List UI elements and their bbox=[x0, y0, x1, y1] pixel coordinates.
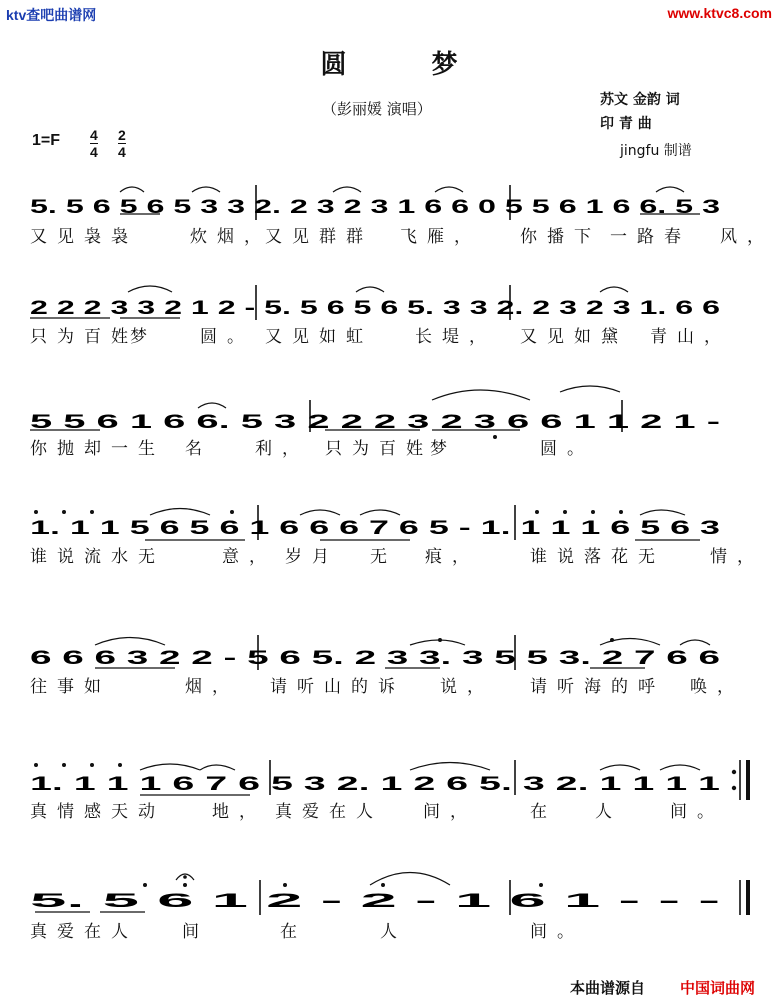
lyric-2-2: 梦 bbox=[130, 327, 157, 347]
lyric-7-2: 间 bbox=[182, 922, 209, 942]
composer: 印 青 曲 bbox=[600, 116, 652, 132]
lyric-4-7: 情， bbox=[710, 547, 764, 567]
performer: （彭丽媛 演唱） bbox=[322, 100, 432, 118]
notes-system-1: 5. 5 6 5 6 5 3 3 2. 2 3 2 3 1 6 6 0 5 5 6 1 6 6. 5 3 bbox=[30, 197, 720, 218]
lyric-3-4: 只为百姓 bbox=[325, 439, 433, 459]
footer-source: 本曲谱源自 bbox=[570, 979, 646, 997]
lyric-7-1: 真爱在人 bbox=[30, 922, 138, 942]
lyric-4-5: 痕， bbox=[425, 547, 479, 567]
footer-site[interactable]: 中国词曲网 bbox=[680, 979, 756, 997]
lyric-4-3: 岁月 bbox=[285, 547, 339, 567]
arranger: jingfu 制谱 bbox=[620, 143, 692, 159]
notes-system-4: 1. 1 1 5 6 5 6 1 6 6 6 7 6 5 - 1. 1 1 1 6 5 6 3 bbox=[30, 518, 720, 539]
lyric-4-2: 意， bbox=[222, 547, 276, 567]
fermata bbox=[176, 874, 194, 880]
lyric-4-1: 谁说流水无 bbox=[30, 547, 165, 567]
lyric-5-5: 请听海的呼 bbox=[530, 677, 665, 697]
repeat-dots bbox=[732, 770, 736, 790]
lyricist: 苏文 金韵 词 bbox=[600, 92, 680, 108]
lyric-3-2: 名 bbox=[185, 439, 212, 459]
notes-system-7: 5. 5 6 1 2 - 2 - 1 6 1 - - - bbox=[30, 891, 720, 912]
time-signature-2-4: 2 4 bbox=[118, 127, 126, 160]
lyric-1-1: 又见袅袅 bbox=[30, 227, 138, 247]
lyric-6-2: 地， bbox=[212, 802, 266, 822]
lyric-6-6: 人 bbox=[595, 802, 622, 822]
lyric-2-4: 又见如虹 bbox=[265, 327, 373, 347]
lyric-6-4: 间， bbox=[423, 802, 477, 822]
lyric-6-3: 真爱在人 bbox=[275, 802, 383, 822]
lyric-4-6: 谁说落花无 bbox=[530, 547, 665, 567]
lyric-3-1: 你抛却一生 bbox=[30, 439, 165, 459]
lyric-3-5: 梦 bbox=[430, 439, 457, 459]
lyric-2-1: 只为百姓 bbox=[30, 327, 138, 347]
lyric-1-2: 炊烟， bbox=[190, 227, 271, 247]
notes-system-2: 2 2 2 3 3 2 1 2 - 5. 5 6 5 6 5. 3 3 2. 2 3 2 3 1. 6 6 bbox=[30, 298, 720, 319]
lyric-2-5: 长堤， bbox=[415, 327, 496, 347]
lyric-1-4: 飞雁， bbox=[400, 227, 481, 247]
lyric-5-2: 烟， bbox=[185, 677, 239, 697]
notes-system-3: 5 5 6 1 6 6. 5 3 2 2 2 3 2 3 6 6 1 1 2 1 - bbox=[30, 412, 721, 433]
lyric-6-1: 真情感天动 bbox=[30, 802, 165, 822]
lyric-4-4: 无 bbox=[370, 547, 397, 567]
song-title: 圆 梦 bbox=[320, 50, 496, 80]
lyric-1-6: 一路春 bbox=[610, 227, 691, 247]
lyric-5-6: 唤， bbox=[690, 677, 744, 697]
lyric-2-6: 又见如黛 bbox=[520, 327, 628, 347]
watermark-left[interactable]: ktv查吧曲谱网 bbox=[6, 7, 97, 23]
lyric-6-5: 在 bbox=[530, 802, 557, 822]
lyric-7-4: 人 bbox=[380, 922, 407, 942]
lyric-1-3: 又见群群 bbox=[265, 227, 373, 247]
lyric-5-3: 请听山的诉 bbox=[270, 677, 405, 697]
notes-system-5: 6 6 6 3 2 2 - 5 6 5. 2 3 3. 3 5 5 3. 2 7 6 6 bbox=[30, 648, 720, 669]
lyric-5-1: 往事如 bbox=[30, 677, 111, 697]
watermark-right[interactable]: www.ktvc8.com bbox=[667, 5, 772, 21]
key-signature: 1=F bbox=[32, 132, 61, 149]
lyric-3-3: 利， bbox=[255, 439, 309, 459]
lyric-3-6: 圆。 bbox=[540, 439, 594, 459]
lyric-2-7: 青山， bbox=[650, 327, 731, 347]
lyric-5-4: 说， bbox=[440, 677, 494, 697]
lyric-7-5: 间。 bbox=[530, 922, 584, 942]
lyric-6-7: 间。 bbox=[670, 802, 724, 822]
notes-system-6: 1. 1 1 1 6 7 6 5 3 2. 1 2 6 5. 3 2. 1 1 1 1 bbox=[30, 774, 721, 795]
time-signature-4-4: 4 4 bbox=[90, 127, 98, 160]
lyric-7-3: 在 bbox=[280, 922, 307, 942]
lyric-1-5: 你播下 bbox=[520, 227, 601, 247]
lyric-2-3: 圆。 bbox=[200, 327, 254, 347]
lyric-1-7: 风， bbox=[720, 227, 774, 247]
